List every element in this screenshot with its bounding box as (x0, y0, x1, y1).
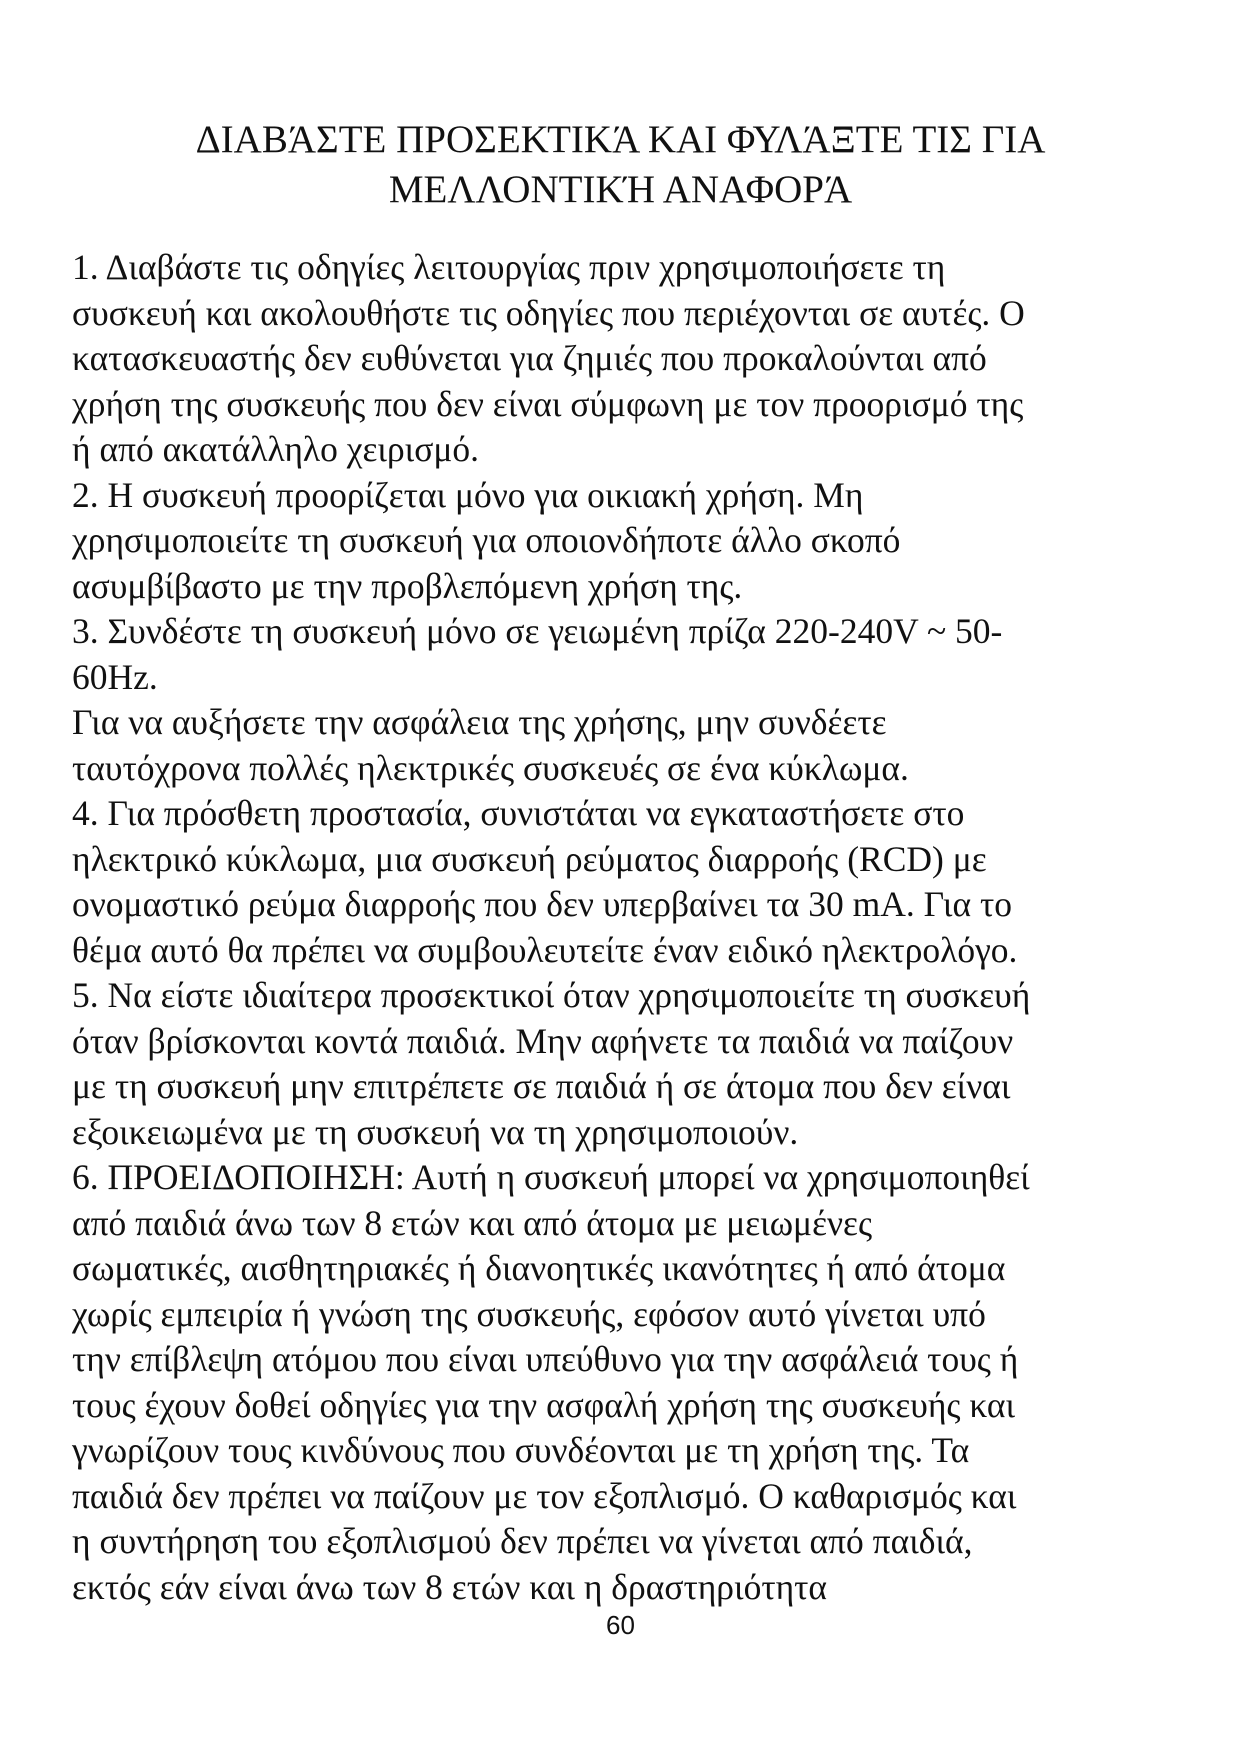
text-line: ή από ακατάλληλο χειρισμό. (72, 429, 480, 469)
text-line: γνωρίζουν τους κινδύνους που συνδέονται με τη χρήση της. Τα (72, 1430, 970, 1470)
text-line: σωματικές, αισθητηριακές ή διανοητικές ικανότητες ή από άτομα (72, 1248, 1006, 1288)
text-line: ασυμβίβαστο με την προβλεπόμενη χρήση της. (72, 565, 743, 606)
text-line: από παιδιά άνω των 8 ετών και από άτομα με μειωμένες (72, 1202, 873, 1243)
page-title (80, 115, 1161, 215)
text-line: Για να αυξήσετε την ασφάλεια της χρήσης, μην συνδέετε (72, 702, 887, 742)
text-line: 2. Η συσκευή προορίζεται μόνο για οικιακή χρήση. Μη (72, 474, 864, 515)
text-line: χρησιμοποιείτε τη συσκευή για οποιονδήποτε άλλο σκοπό (72, 520, 901, 560)
instructions-body (72, 245, 1172, 1610)
text-line: ονομαστικό ρεύμα διαρροής που δεν υπερβαίνει τα 30 mA. Για το (72, 884, 1012, 924)
title-line-1: ΔΙΑΒΆΣΤΕ ΠΡΟΣΕΚΤΙΚΆ ΚΑΙ ΦΥΛΆΞΤΕ ΤΙΣ ΓΙΑ (195, 118, 1046, 161)
text-line: χωρίς εμπειρία ή γνώση της συσκευής, εφόσον αυτό γίνεται υπό (72, 1293, 986, 1334)
text-line: 4. Για πρόσθετη προστασία, συνιστάται να εγκαταστήσετε στο (72, 793, 965, 833)
text-line: χρήση της συσκευής που δεν είναι σύμφωνη με τον προορισμό της (72, 383, 1024, 424)
text-line: όταν βρίσκονται κοντά παιδιά. Μην αφήνετε τα παιδιά να παίζουν (72, 1020, 1014, 1061)
text-line: παιδιά δεν πρέπει να παίζουν με τον εξοπλισμό. Ο καθαρισμός και (72, 1475, 1017, 1516)
text-line: 60Hz. (72, 656, 158, 697)
text-line: την επίβλεψη ατόμου που είναι υπεύθυνο για την ασφάλειά τους ή (72, 1339, 1019, 1379)
text-line: 3. Συνδέστε τη συσκευή μόνο σε γειωμένη πρίζα 220-240V ~ 50- (72, 611, 1003, 651)
text-line: 5. Να είστε ιδιαίτερα προσεκτικοί όταν χρησιμοποιείτε τη συσκευή (72, 975, 1031, 1015)
text-line: συσκευή και ακολουθήστε τις οδηγίες που περιέχονται σε αυτές. Ο (72, 292, 1025, 333)
text-line: 6. ΠΡΟΕΙΔΟΠΟΙΗΣΗ: Αυτή η συσκευή μπορεί να χρησιμοποιηθεί (72, 1157, 1030, 1197)
page-number: 60 (606, 1610, 635, 1640)
title-line-2: ΜΕΛΛΟΝΤΙΚΉ ΑΝΑΦΟΡΆ (388, 168, 853, 211)
text-line: ταυτόχρονα πολλές ηλεκτρικές συσκευές σε ένα κύκλωμα. (72, 747, 909, 788)
text-line: κατασκευαστής δεν ευθύνεται για ζημιές που προκαλούνται από (72, 338, 987, 378)
text-line: εκτός εάν είναι άνω των 8 ετών και η δραστηριότητα (72, 1566, 828, 1607)
text-line: θέμα αυτό θα πρέπει να συμβουλευτείτε έναν ειδικό ηλεκτρολόγο. (72, 929, 1018, 970)
text-line: με τη συσκευή μην επιτρέπετε σε παιδιά ή σε άτομα που δεν είναι (72, 1066, 1011, 1106)
text-line: εξοικειωμένα με τη συσκευή να τη χρησιμοποιούν. (72, 1111, 799, 1152)
text-line: ηλεκτρικό κύκλωμα, μια συσκευή ρεύματος διαρροής (RCD) με (72, 838, 987, 879)
text-line: η συντήρηση του εξοπλισμού δεν πρέπει να γίνεται από παιδιά, (72, 1521, 973, 1561)
text-line: 1. Διαβάστε τις οδηγίες λειτουργίας πριν χρησιμοποιήσετε τη (72, 247, 946, 287)
text-line: τους έχουν δοθεί οδηγίες για την ασφαλή χρήση της συσκευής και (72, 1384, 1016, 1425)
